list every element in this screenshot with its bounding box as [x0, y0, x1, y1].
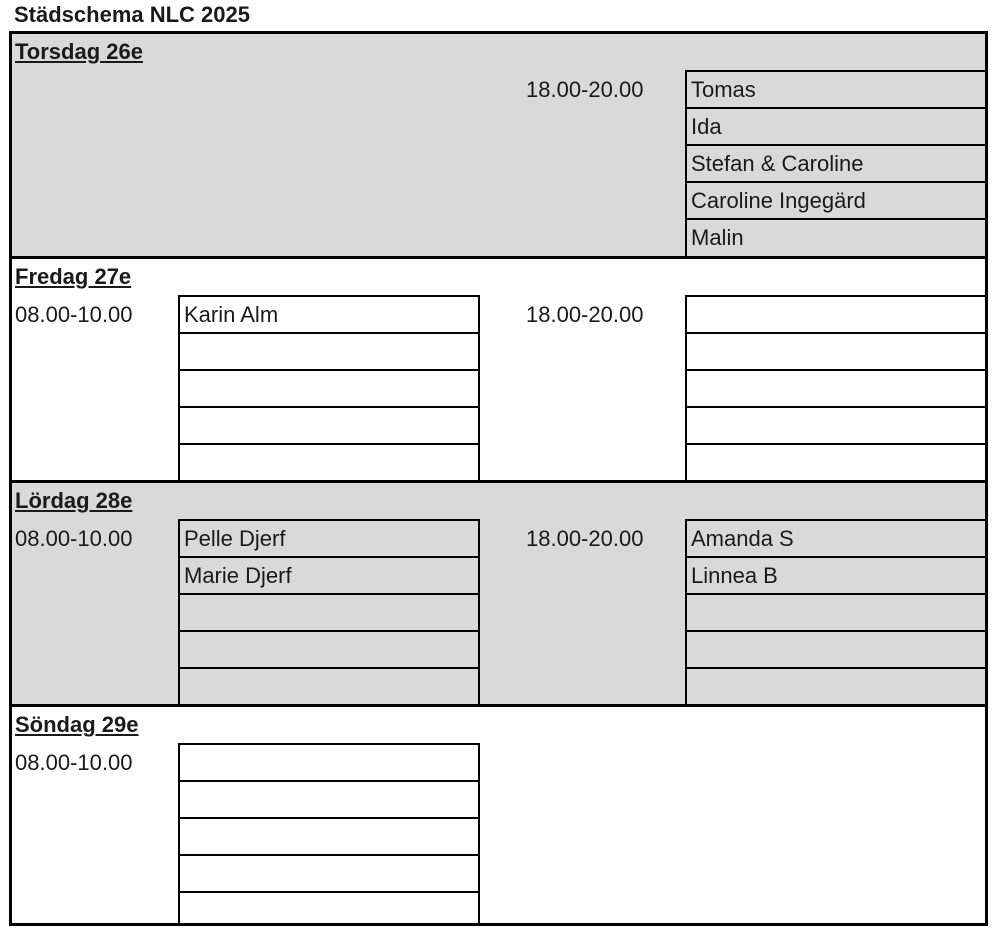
day-section-saturday [12, 480, 985, 704]
morning-time: 08.00-10.00 [15, 526, 133, 551]
slot-cell[interactable] [180, 445, 478, 482]
slot-cell[interactable]: Tomas [687, 72, 985, 109]
slot-cell[interactable] [180, 782, 478, 819]
slot-cell[interactable] [687, 669, 985, 706]
slot-cell[interactable]: Linnea B [687, 558, 985, 595]
schedule-table [9, 31, 988, 926]
slot-cell[interactable] [180, 669, 478, 706]
slot-cell[interactable]: Marie Djerf [180, 558, 478, 595]
slot-cell[interactable] [180, 334, 478, 371]
slot-cell[interactable] [687, 632, 985, 669]
day-section-thursday [12, 34, 985, 256]
evening-slots [685, 70, 985, 257]
morning-time: 08.00-10.00 [15, 750, 133, 775]
morning-slots [178, 743, 480, 926]
slot-cell[interactable]: Pelle Djerf [180, 521, 478, 558]
day-section-sunday [12, 704, 985, 923]
slot-cell[interactable]: Malin [691, 225, 744, 250]
morning-slots [178, 519, 480, 706]
slot-cell[interactable] [687, 595, 985, 632]
morning-time: 08.00-10.00 [15, 302, 133, 327]
slot-cell[interactable] [180, 893, 478, 926]
slot-cell[interactable] [687, 408, 985, 445]
slot-cell[interactable]: Karin Alm [180, 297, 478, 334]
day-heading: Fredag 27e [15, 264, 132, 289]
morning-slots [178, 295, 480, 482]
evening-time: 18.00-20.00 [526, 77, 644, 102]
evening-slots [685, 519, 985, 706]
slot-cell[interactable] [687, 445, 985, 482]
day-section-friday [12, 256, 985, 480]
slot-cell[interactable] [180, 856, 478, 893]
evening-time: 18.00-20.00 [526, 302, 644, 327]
slot-cell[interactable] [180, 745, 478, 782]
slot-cell[interactable] [180, 408, 478, 445]
slot-cell[interactable]: Stefan & Caroline [687, 146, 985, 183]
day-heading: Torsdag 26e [15, 39, 143, 64]
slot-cell[interactable] [180, 595, 478, 632]
evening-time: 18.00-20.00 [526, 526, 644, 551]
page-title: Städschema NLC 2025 [14, 2, 250, 27]
slot-cell[interactable] [687, 371, 985, 408]
slot-cell[interactable] [180, 632, 478, 669]
slot-cell[interactable]: Ida [687, 109, 985, 146]
evening-slots [685, 295, 985, 482]
slot-cell[interactable]: Amanda S [687, 521, 985, 558]
slot-cell[interactable] [180, 371, 478, 408]
day-heading: Lördag 28e [15, 488, 133, 513]
slot-cell[interactable] [180, 819, 478, 856]
slot-cell[interactable] [687, 297, 985, 334]
slot-cell[interactable]: Caroline Ingegärd [687, 183, 985, 220]
day-heading: Söndag 29e [15, 712, 139, 737]
slot-cell[interactable] [687, 334, 985, 371]
